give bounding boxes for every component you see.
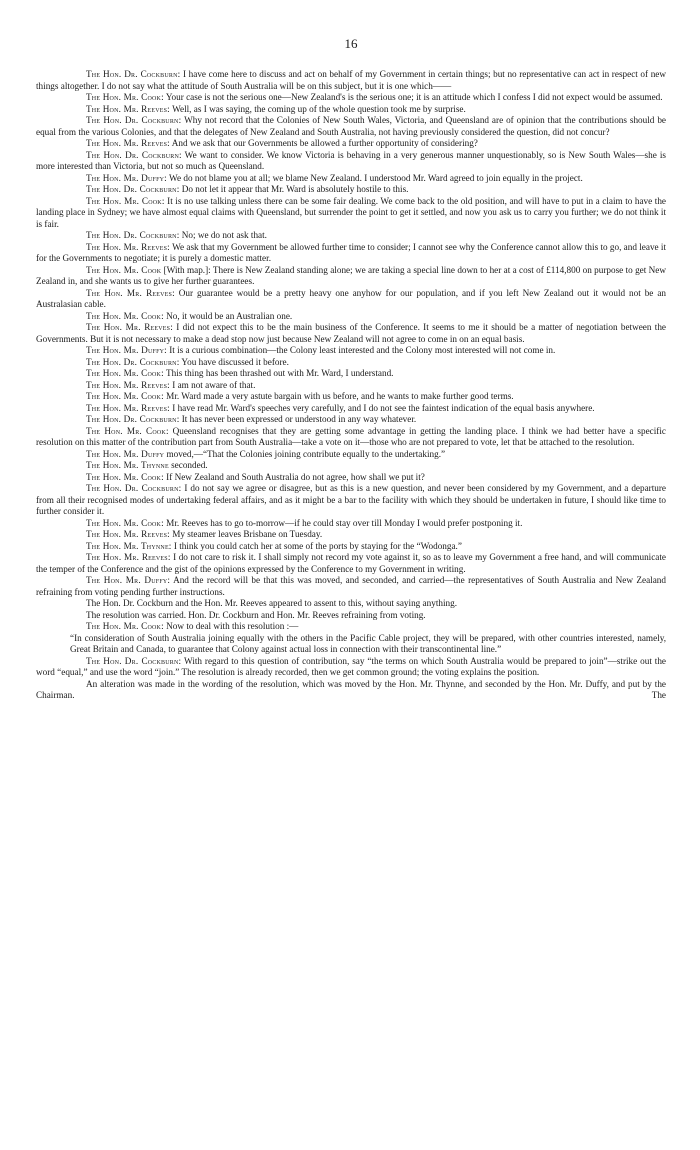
paragraph [60, 633, 666, 656]
paragraph-text: Mr. Reeves has to go to-morrow—if he could stay over till Monday I would prefer postponing it. [166, 517, 523, 528]
paragraph [36, 311, 666, 323]
paragraph [36, 368, 666, 380]
paragraph-text: Well, as I was saying, the coming up of the whole question took me by surprise. [172, 103, 466, 114]
paragraph [36, 173, 666, 185]
paragraph [36, 575, 666, 598]
paragraph [36, 230, 666, 242]
paragraph-text: Your case is not the serious one—New Zealand's is the serious one; it is an attitude which I confess I did not expect would be assumed. [165, 92, 663, 102]
speaker-name: The Hon. Mr. Reeves: [86, 529, 170, 539]
speaker-name: The Hon. Mr. Duffy: [86, 345, 167, 355]
paragraph-text: We do not blame you at all; we blame New Zealand. I understood Mr. Ward agreed to join equally in the project. [169, 172, 583, 183]
document-body [36, 69, 666, 702]
paragraph-text: I do not say we agree or disagree, but as this is a new question, and never been considered by my Government, and a departure from all their recognised modes of undertaking federal affairs, and as it might be a bar to the facility with which they should be undertaken in future, I should like time to further consider it. [36, 483, 667, 516]
paragraph-text: No, it would be an Australian one. [166, 310, 293, 321]
speaker-name: The Hon. Mr. Duffy [86, 448, 165, 459]
speaker-name: The Hon. Mr. Duffy: [86, 172, 167, 183]
paragraph-text: If New Zealand and South Australia do not agree, how shall we put it? [166, 471, 425, 482]
paragraph-text: My steamer leaves Brisbane on Tuesday. [172, 529, 323, 539]
speaker-name: The Hon. Dr. Cockburn: [86, 414, 180, 424]
paragraph [36, 403, 666, 415]
paragraph-text: An alteration was made in the wording of the resolution, which was moved by the Hon. Mr. Thynne, and seconded by the Hon. Mr. Duffy, and put by the Chairman. [36, 678, 666, 700]
speaker-name: The Hon. Dr. Cockburn: [86, 356, 180, 367]
paragraph [36, 460, 666, 472]
speaker-name: The Hon. Dr. Cockburn: [86, 69, 181, 79]
paragraph [36, 265, 666, 288]
speaker-name: The Hon. Mr. Cook: [86, 368, 164, 378]
paragraph-text: It is no use talking unless there can be some fair dealing. We come back to the old position, and will have to put in a claim to have the landing place in Sydney; we have almost equal claims with Queensland, but surrender the point to get it settled, and now you ask us to carry you further; we do not think it is fair. [36, 195, 666, 229]
paragraph-text: The Hon. Dr. Cockburn and the Hon. Mr. Reeves appeared to assent to this, without saying anything. [86, 598, 458, 608]
speaker-name: The Hon. Dr. Cockburn: [86, 115, 182, 125]
paragraph-text: “In consideration of South Australia joining equally with the others in the Pacific Cable project, they will be prepared, with other countries interested, namely, Great Britain and Canada, to guarantee that Colony against actual loss in connection with their transcontinental line.” [70, 632, 666, 654]
speaker-name: The Hon. Mr. Reeves: [86, 138, 170, 148]
speaker-name: The Hon. Mr. Cook: [86, 92, 164, 102]
paragraph [36, 357, 666, 369]
speaker-name: The Hon. Mr. Cook: [86, 471, 164, 482]
paragraph [36, 322, 666, 345]
speaker-name: The Hon. Mr. Thynne: [86, 540, 172, 551]
paragraph [36, 196, 666, 231]
speaker-name: The Hon. Mr. Cook: [86, 621, 164, 631]
paragraph [36, 288, 666, 311]
paragraph-text: Now to deal with this resolution :— [166, 621, 299, 631]
speaker-name: The Hon. Mr. Reeves: [86, 241, 170, 252]
paragraph-text: It has never been expressed or understood in any way whatever. [181, 414, 417, 424]
paragraph [36, 621, 666, 633]
paragraph [36, 92, 666, 104]
paragraph [36, 69, 666, 92]
paragraph-text: Queensland recognises that they are getting some advantage in getting the landing place. I think we had better have a specific resolution on this matter of the contribution part from South Australia—take a vote on it—those who are not prepared to vote, let that be attached to the resolution. [36, 425, 666, 447]
speaker-name: The Hon. Dr. Cockburn: [86, 184, 180, 194]
paragraph-text: This thing has been thrashed out with Mr. Ward, I understand. [166, 368, 394, 378]
paragraph [36, 656, 666, 679]
paragraph-text: No; we do not ask that. [181, 230, 267, 240]
paragraph-text: I have read Mr. Ward's speeches very carefully, and I do not see the faintest indication of the equal basis anywhere. [172, 402, 595, 413]
paragraph-text: [With map.]: There is New Zealand standing alone; we are taking a special line down to her at a cost of £114,800 on purpose to get New Zealand in, and she wants us to give her further guarantees. [36, 264, 666, 286]
paragraph [36, 529, 666, 541]
paragraph-text: I think you could catch her at some of the ports by staying for the “Wodonga.” [173, 540, 462, 551]
speaker-name: The Hon. Dr. Cockburn: [86, 655, 182, 666]
paragraph [36, 150, 666, 173]
paragraph [36, 426, 666, 449]
paragraph [36, 552, 666, 575]
catchword: The [651, 690, 666, 700]
paragraph-text: The resolution was carried. Hon. Dr. Cockburn and Hon. Mr. Reeves refraining from voting. [86, 609, 426, 620]
speaker-name: The Hon. Mr. Reeves: [86, 322, 173, 332]
paragraph-text: And the record will be that this was moved, and seconded, and carried—the representatives of South Australia and New Zealand refraining from voting pending further instructions. [36, 575, 666, 597]
paragraph-text: Our guarantee would be a pretty heavy one anyhow for our population, and if you left New Zealand out it would not be an Australasian cable. [36, 287, 666, 309]
speaker-name: The Hon. Mr. Cook: [86, 425, 169, 436]
paragraph-text: I am not aware of that. [172, 379, 256, 390]
paragraph [36, 449, 666, 461]
paragraph [36, 115, 666, 138]
paragraph-text: Why not record that the Colonies of New South Wales, Victoria, and Queensland are of opinion that the contributions should be equal from the various Colonies, and that the delegates of New Zealand and South Australia, not having previously considered the question, did not concur? [36, 115, 666, 137]
paragraph-text: I have come here to discuss and act on behalf of my Government in certain things; but no representative can act in respect of new things altogether. I do not say what the attitude of South Australia will be on this subject, but it is one which—— [36, 69, 666, 91]
speaker-name: The Hon. Mr. Reeves: [86, 379, 170, 390]
speaker-name: The Hon. Mr. Reeves: [86, 402, 170, 413]
speaker-name: The Hon. Mr. Cook: [86, 310, 164, 321]
paragraph [36, 242, 666, 265]
paragraph-text: With regard to this question of contribution, say “the terms on which South Australia would be prepared to join”—strike out the word “equal,” and use the word “join.” The resolution is already recorded, then we get common ground; the voting explains the position. [36, 655, 666, 677]
paragraph [36, 483, 666, 518]
page-number: 16 [344, 36, 358, 51]
speaker-name: The Hon. Mr. Cook: [86, 517, 164, 528]
paragraph-text: Mr. Ward made a very astute bargain with us before, and he wants to make further good terms. [166, 391, 514, 401]
speaker-name: The Hon. Dr. Cockburn: [86, 149, 182, 160]
paragraph [36, 104, 666, 116]
speaker-name: The Hon. Dr. Cockburn: [86, 230, 180, 240]
speaker-name: The Hon. Mr. Reeves: [86, 552, 171, 562]
paragraph-text: Do not let it appear that Mr. Ward is absolutely hostile to this. [181, 184, 409, 194]
paragraph [36, 380, 666, 392]
paragraph [36, 414, 666, 426]
paragraph [36, 184, 666, 196]
paragraph-text: We want to consider. We know Victoria is behaving in a very generous manner unquestionably, so is New South Wales—she is more interested than Victoria, but not so much as Queensland. [36, 149, 666, 171]
paragraph-text: I do not care to risk it. I shall simply not record my vote against it, so as to leave my Government a free hand, and will communicate the temper of the Conference and the gist of the opinions expressed by the Conference to my Government in writing. [36, 552, 667, 574]
speaker-name: The Hon. Mr. Thynne [86, 460, 169, 470]
speaker-name: The Hon. Mr. Cook: [86, 195, 165, 206]
paragraph [36, 598, 666, 610]
paragraph [36, 472, 666, 484]
paragraph [36, 541, 666, 553]
speaker-name: The Hon. Mr. Reeves: [86, 287, 175, 298]
speaker-name: The Hon. Mr. Cook: [86, 391, 164, 401]
paragraph [36, 391, 666, 403]
paragraph-text: I did not expect this to be the main business of the Conference. It seems to me it should be a matter of negotiation between the Governments. But it is not necessary to make a dead stop now just because New Zealand will not agree to come in on an equal basis. [36, 322, 666, 344]
paragraph [36, 518, 666, 530]
paragraph [36, 138, 666, 150]
speaker-name: The Hon. Mr. Reeves: [86, 103, 170, 114]
speaker-name: The Hon. Dr. Cockburn: [86, 483, 182, 493]
paragraph-text: We ask that my Government be allowed further time to consider; I cannot see why the Conference cannot allow this to go, and leave it for the Governments to negotiate; it is purely a domestic matter. [36, 241, 667, 263]
paragraph [36, 345, 666, 357]
paragraph-text: seconded. [171, 460, 208, 470]
paragraph-text: moved,—“That the Colonies joining contribute equally to the undertaking.” [166, 448, 446, 459]
paragraph-text: It is a curious combination—the Colony least interested and the Colony most interested will not come in. [169, 345, 556, 355]
speaker-name: The Hon. Mr. Cook [86, 264, 162, 275]
speaker-name: The Hon. Mr. Duffy: [86, 575, 171, 585]
paragraph-text: You have discussed it before. [181, 356, 289, 367]
paragraph [36, 610, 666, 622]
paragraph-text: And we ask that our Governments be allowed a further opportunity of considering? [171, 138, 478, 148]
